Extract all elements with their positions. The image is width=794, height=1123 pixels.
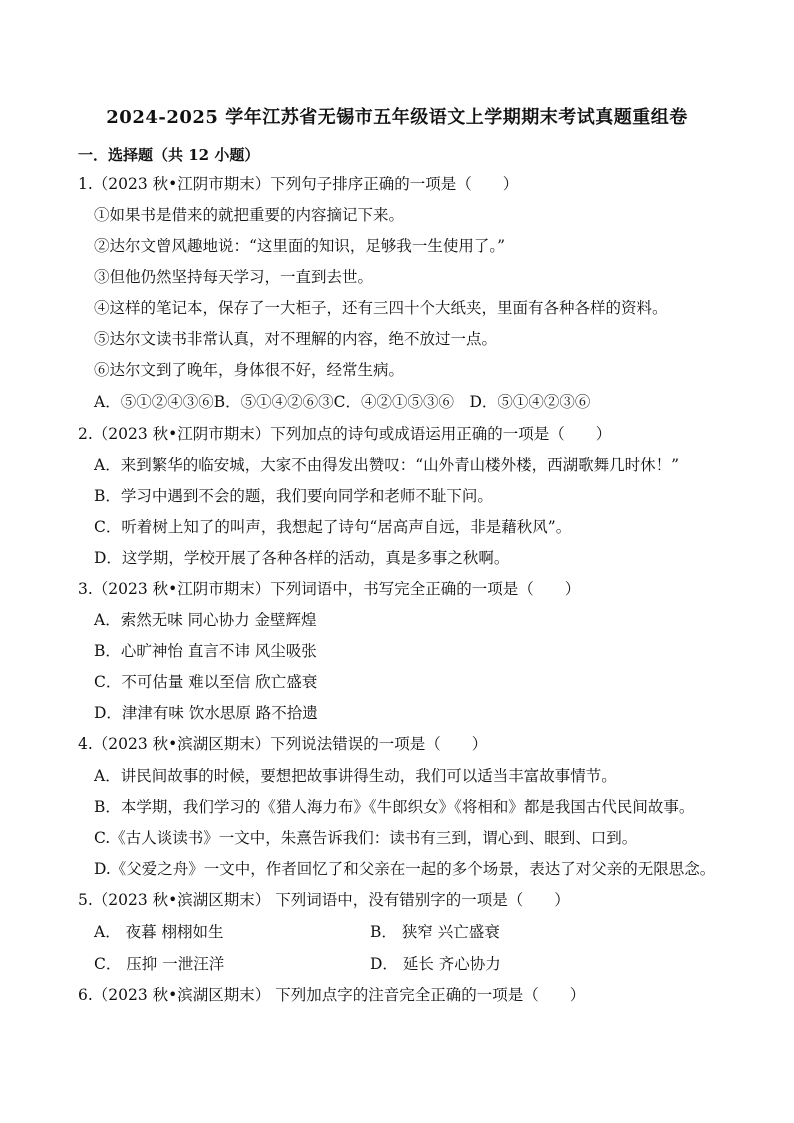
- answer-option: A．讲民间故事的时候，要想把故事讲得生动，我们可以适当丰富故事情节。: [94, 767, 617, 785]
- sentence-item: ⑤达尔文读书非常认真，对不理解的内容，绝不放过一点。: [94, 330, 498, 348]
- question-stem: 1.（2023 秋•江阴市期末）下列句子排序正确的一项是（ ）: [78, 175, 519, 193]
- page-title: 2024-2025 学年江苏省无锡市五年级语文上学期期末考试真题重组卷: [106, 107, 688, 128]
- answer-option: A．索然无味 同心协力 金壁辉煌: [94, 611, 317, 629]
- answer-option: A．来到繁华的临安城，大家不由得发出赞叹：“山外青山楼外楼，西湖歌舞几时休！”: [94, 456, 680, 474]
- answer-option: C．不可估量 难以至信 欣亡盛衰: [94, 673, 318, 691]
- sentence-item: ③但他仍然坚持每天学习，一直到去世。: [94, 268, 374, 286]
- answer-option: B．心旷神怡 直言不讳 风尘吸张: [94, 642, 317, 660]
- answer-option: C．听着树上知了的叫声，我想起了诗句“居高声自远，非是藉秋风”。: [94, 518, 572, 536]
- answer-option: D．这学期，学校开展了各种各样的活动，真是多事之秋啊。: [94, 549, 510, 567]
- answer-option: D． 延长 齐心协力: [370, 955, 501, 973]
- question-stem: 6.（2023 秋•滨湖区期末） 下列加点字的注音完全正确的一项是（ ）: [78, 986, 586, 1004]
- answer-option: B． 狭窄 兴亡盛衰: [370, 923, 500, 941]
- answer-option: D.《父爱之舟》一文中，作者回忆了和父亲在一起的多个场景，表达了对父亲的无限思念。: [94, 860, 716, 878]
- answer-options: A．⑤①②④③⑥B．⑤①④②⑥③C．④②①⑤③⑥ D．⑤①④②③⑥: [94, 393, 591, 411]
- question-stem: 3.（2023 秋•江阴市期末）下列词语中，书写完全正确的一项是（ ）: [78, 580, 581, 598]
- sentence-item: ①如果书是借来的就把重要的内容摘记下来。: [94, 206, 405, 224]
- sentence-item: ②达尔文曾风趣地说：“这里面的知识，足够我一生使用了。”: [94, 237, 506, 255]
- section-heading: 一．选择题（共 12 小题）: [78, 146, 260, 164]
- answer-option: D．津津有味 饮水思原 路不拾遗: [94, 704, 318, 722]
- question-stem: 5.（2023 秋•滨湖区期末） 下列词语中，没有错别字的一项是（ ）: [78, 891, 570, 909]
- answer-option: A． 夜暮 栩栩如生: [94, 923, 224, 941]
- sentence-item: ④这样的笔记本，保存了一大柜子，还有三四十个大纸夹，里面有各种各样的资料。: [94, 299, 668, 317]
- answer-option: B．本学期，我们学习的《猎人海力布》《牛郎织女》《将相和》都是我国古代民间故事。: [94, 798, 695, 816]
- answer-option: C． 压抑 一泄汪洋: [94, 955, 225, 973]
- answer-option: B．学习中遇到不会的题，我们要向同学和老师不耻下问。: [94, 487, 493, 505]
- answer-option: C.《古人谈读书》一文中，朱熹告诉我们：读书有三到，谓心到、眼到、口到。: [94, 829, 638, 847]
- question-stem: 2.（2023 秋•江阴市期末）下列加点的诗句或成语运用正确的一项是（ ）: [78, 425, 612, 443]
- question-stem: 4.（2023 秋•滨湖区期末）下列说法错误的一项是（ ）: [78, 735, 488, 753]
- sentence-item: ⑥达尔文到了晚年，身体很不好，经常生病。: [94, 361, 405, 379]
